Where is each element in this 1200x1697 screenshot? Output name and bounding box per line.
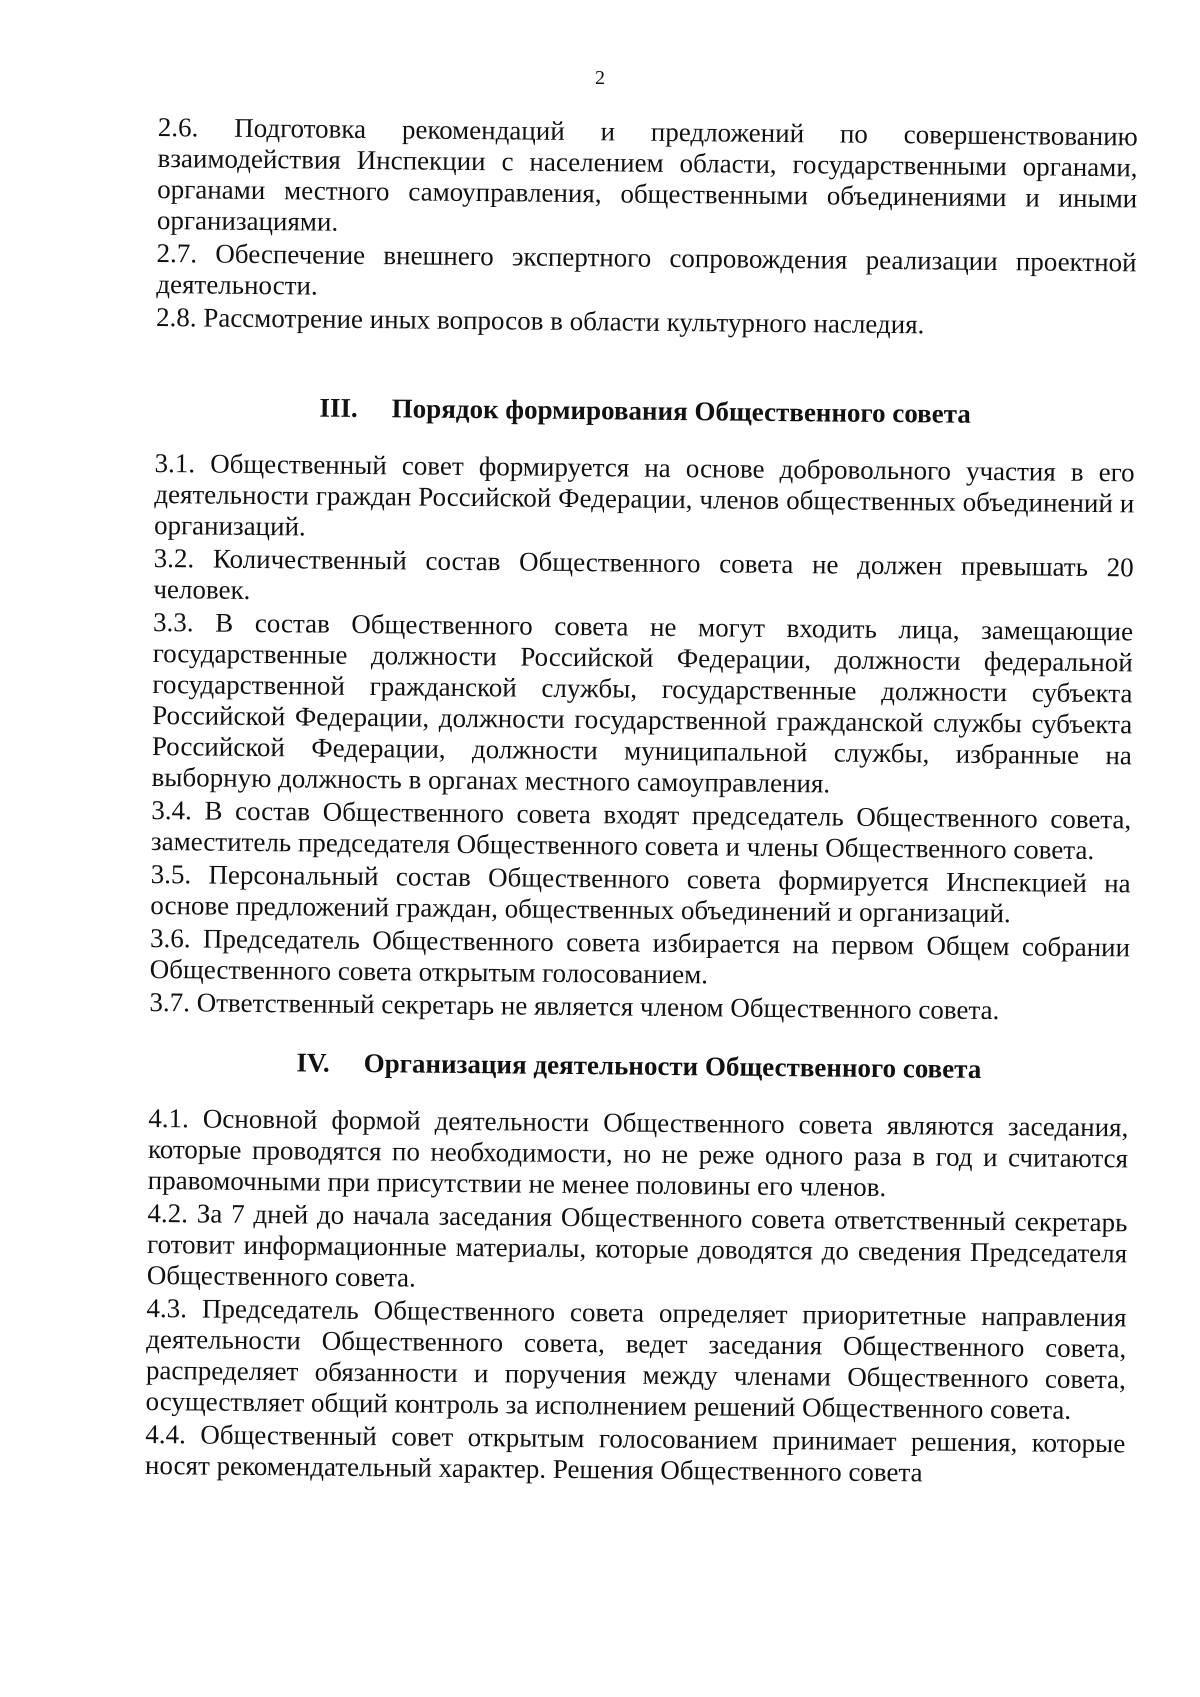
paragraph-2-7: 2.7. Обеспечение внешнего экспертного сопровождения реализации проектной деятельности. bbox=[156, 237, 1137, 301]
section-heading-4 bbox=[149, 1046, 1129, 1086]
paragraph-2-6: 2.6. Подготовка рекомендаций и предложений по совершенствованию взаимодействия Инспекции с населением области, государственными органами, органами местного самоуправления, общественными объединениями и иными организациями. bbox=[156, 112, 1138, 237]
paragraph-4-2: 4.2. За 7 дней до начала заседания Общественного совета ответственный секретарь готовит информационные материалы, которые доводятся до сведения Председателя Общественного совета. bbox=[146, 1197, 1128, 1293]
paragraph-3-2: 3.2. Количественный состав Общественного совета не должен превышать 20 человек. bbox=[153, 542, 1134, 605]
document-body bbox=[145, 112, 1138, 1492]
section-number: III. bbox=[319, 392, 358, 423]
paragraph-3-3: 3.3. В состав Общественного совета не могут входить лица, замещающие государственные должности Российской Федерации, должности федеральной государственной гражданской службы, государственные должности субъекта Российской Федерации, должности государственной гражданской службы субъекта Российской Федерации, должности муниципальной службы, избранные на выборную должность в органах местного самоуправления. bbox=[151, 606, 1134, 799]
page-number: 2 bbox=[595, 67, 605, 89]
paragraph-3-5: 3.5. Персональный состав Общественного совета формируется Инспекцией на основе предложений граждан, общественных объединений и организаций. bbox=[150, 858, 1131, 929]
paragraph-3-6: 3.6. Председатель Общественного совета избирается на первом Общем собрании Общественного совета открытым голосованием. bbox=[149, 922, 1131, 990]
section-title: Порядок формирования Общественного совета bbox=[391, 393, 971, 429]
paragraph-3-4: 3.4. В состав Общественного совета входят председатель Общественного совета, заместитель председателя Общественного совета и члены Общественного совета. bbox=[150, 794, 1132, 866]
paragraph-4-1: 4.1. Основной формой деятельности Общественного совета являются заседания, которые проводятся по необходимости, но не реже одного раза в год и считаются правомочными при присутствии не менее половины его членов. bbox=[147, 1102, 1129, 1203]
paragraph-3-7: 3.7. Ответственный секретарь не является членом Общественного совета. bbox=[149, 986, 1000, 1026]
section-title: Организация деятельности Общественного совета bbox=[363, 1048, 982, 1084]
paragraph-4-3: 4.3. Председатель Общественного совета определяет приоритетные направления деятельности Общественного совета, ведет заседания Общественного совета, распределяет обязанности и поручения между членами Общественного совета, осуществляет общий контроль за исполнением решений Общественного совета. bbox=[145, 1292, 1127, 1425]
section-number: IV. bbox=[296, 1047, 330, 1078]
paragraph-4-4: 4.4. Общественный совет открытым голосованием принимает решения, которые носят рекомендательный характер. Решения Общественного совета bbox=[144, 1418, 1126, 1488]
paragraph-3-1: 3.1. Общественный совет формируется на основе добровольного участия в его деятельности граждан Российской Федерации, членов общественных объединений и организаций. bbox=[153, 447, 1135, 542]
paragraph-2-8: 2.8. Рассмотрение иных вопросов в области культурного наследия. bbox=[155, 301, 925, 340]
section-heading-3 bbox=[155, 391, 1135, 431]
